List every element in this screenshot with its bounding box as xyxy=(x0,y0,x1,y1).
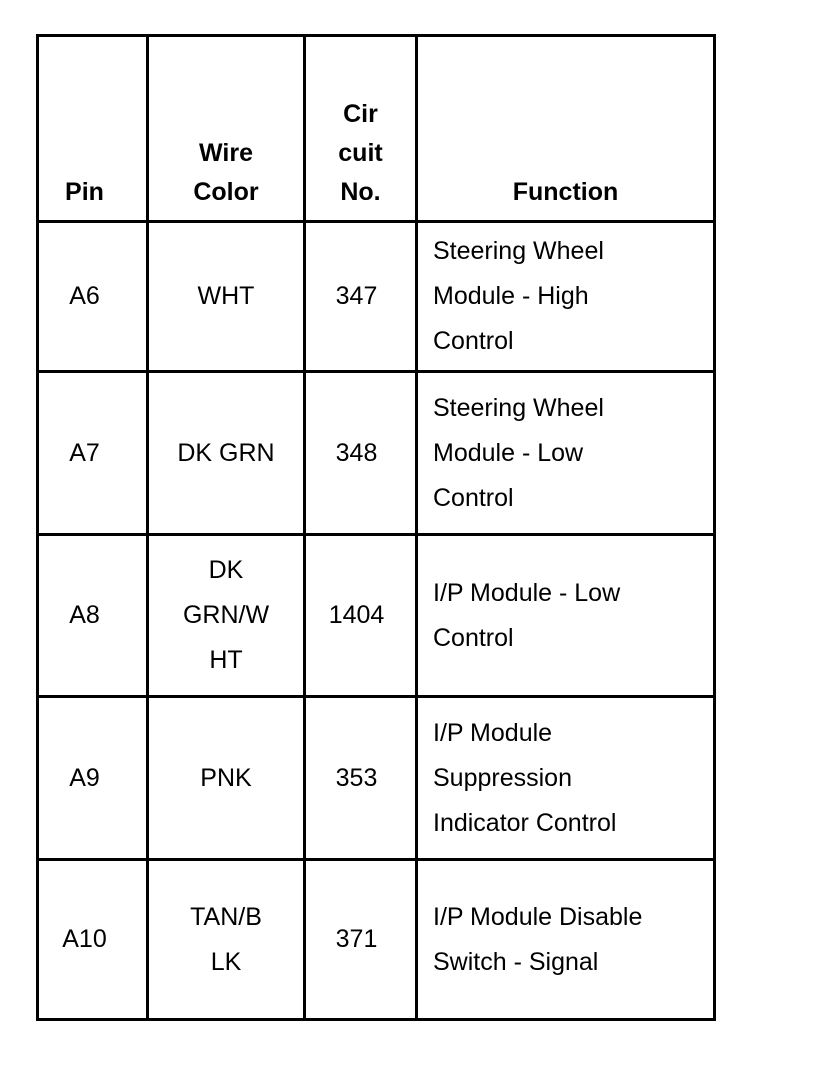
wire-color-cell: TAN/B LK xyxy=(148,860,305,1020)
table-row xyxy=(38,222,715,372)
function-cell: I/P Module Suppression Indicator Control xyxy=(417,697,715,860)
function-cell: I/P Module Disable Switch - Signal xyxy=(417,860,715,1020)
function-cell: Steering Wheel Module - Low Control xyxy=(417,372,715,535)
circuit-no-cell: 347 xyxy=(305,222,417,372)
connector-pinout-table xyxy=(36,34,716,1021)
table-row xyxy=(38,535,715,697)
header-circuit-no: Cir cuit No. xyxy=(305,36,417,222)
function-cell: Steering Wheel Module - High Control xyxy=(417,222,715,372)
wire-color-cell: DK GRN/W HT xyxy=(148,535,305,697)
circuit-no-cell: 353 xyxy=(305,697,417,860)
circuit-no-cell: 348 xyxy=(305,372,417,535)
header-function: Function xyxy=(417,36,715,222)
pin-cell: A7 xyxy=(38,372,148,535)
table-header-row xyxy=(38,36,715,222)
pin-cell: A10 xyxy=(38,860,148,1020)
circuit-no-cell: 371 xyxy=(305,860,417,1020)
wire-color-cell: DK GRN xyxy=(148,372,305,535)
circuit-no-cell: 1404 xyxy=(305,535,417,697)
table-row xyxy=(38,372,715,535)
pin-cell: A9 xyxy=(38,697,148,860)
table-row xyxy=(38,697,715,860)
pin-cell: A8 xyxy=(38,535,148,697)
header-pin: Pin xyxy=(38,36,148,222)
table-row xyxy=(38,860,715,1020)
pin-cell: A6 xyxy=(38,222,148,372)
wire-color-cell: PNK xyxy=(148,697,305,860)
header-wire-color: Wire Color xyxy=(148,36,305,222)
function-cell: I/P Module - Low Control xyxy=(417,535,715,697)
wire-color-cell: WHT xyxy=(148,222,305,372)
